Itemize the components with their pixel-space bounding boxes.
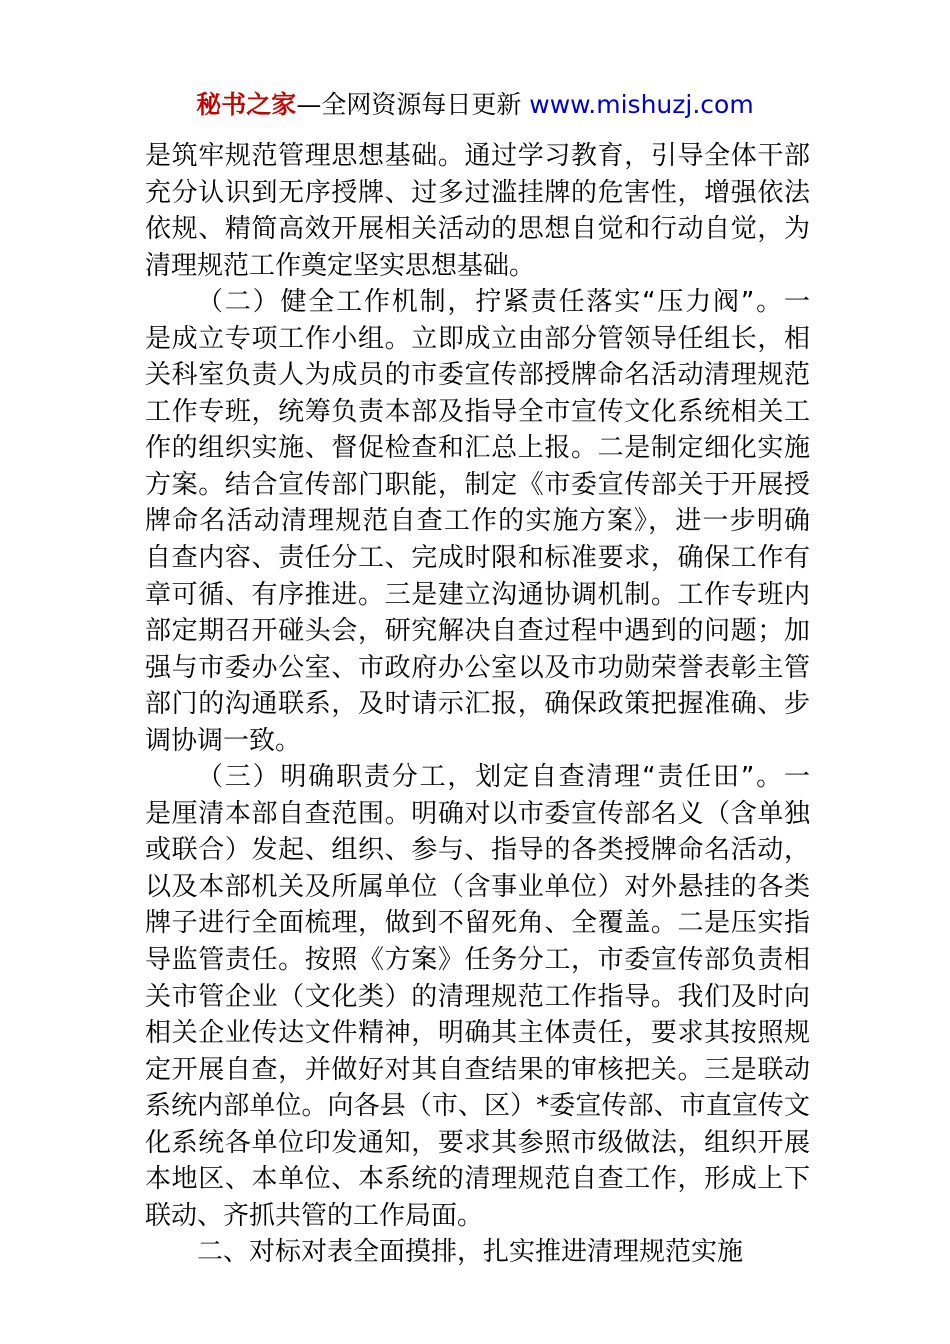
text-line: 依规、精简高效开展相关活动的思想自觉和行动自觉，为 bbox=[145, 214, 810, 245]
text-line: 调协调一致。 bbox=[145, 725, 302, 756]
text-line: 系统内部单位。向各县（市、区）*委宣传部、市直宣传文 bbox=[145, 1091, 810, 1122]
text-line: 工作专班，统筹负责本部及指导全市宣传文化系统相关工 bbox=[145, 396, 810, 427]
text-line: 或联合）发起、组织、参与、指导的各类授牌命名活动， bbox=[145, 835, 810, 866]
paragraph-start-line: （二）健全工作机制，拧紧责任落实“压力阀”。一 bbox=[197, 287, 810, 318]
text-line: 作的组织实施、督促检查和汇总上报。二是制定细化实施 bbox=[145, 433, 810, 464]
text-line: 相关企业传达文件精神，明确其主体责任，要求其按照规 bbox=[145, 1018, 810, 1049]
text-line: 化系统各单位印发通知，要求其参照市级做法，组织开展 bbox=[145, 1127, 810, 1158]
text-line: 部门的沟通联系，及时请示汇报，确保政策把握准确、步 bbox=[145, 689, 810, 720]
document-body bbox=[145, 138, 810, 1271]
text-line: 本地区、本单位、本系统的清理规范自查工作，形成上下 bbox=[145, 1164, 810, 1195]
section-heading: 二、对标对表全面摸排，扎实推进清理规范实施 bbox=[197, 1237, 744, 1268]
text-line: 方案。结合宣传部门职能，制定《市委宣传部关于开展授 bbox=[145, 469, 810, 500]
site-url-link[interactable]: www.mishuzj.com bbox=[529, 90, 754, 119]
paragraph-start-line: （三）明确职责分工，划定自查清理“责任田”。一 bbox=[197, 762, 810, 793]
header-tagline: —全网资源每日更新 bbox=[296, 90, 530, 119]
text-line: 牌命名活动清理规范自查工作的实施方案》，进一步明确 bbox=[145, 506, 810, 537]
text-line: 是厘清本部自查范围。明确对以市委宣传部名义（含单独 bbox=[145, 798, 810, 829]
text-line: 牌子进行全面梳理，做到不留死角、全覆盖。二是压实指 bbox=[145, 908, 810, 939]
text-line: 章可循、有序推进。三是建立沟通协调机制。工作专班内 bbox=[145, 579, 810, 610]
text-line: 充分认识到无序授牌、过多过滥挂牌的危害性，增强依法 bbox=[145, 177, 810, 208]
text-line: 自查内容、责任分工、完成时限和标准要求，确保工作有 bbox=[145, 543, 810, 574]
text-line: 部定期召开碰头会，研究解决自查过程中遇到的问题；加 bbox=[145, 616, 810, 647]
text-line: 定开展自查，并做好对其自查结果的审核把关。三是联动 bbox=[145, 1054, 810, 1085]
text-line: 导监管责任。按照《方案》任务分工，市委宣传部负责相 bbox=[145, 945, 810, 976]
text-line: 强与市委办公室、市政府办公室以及市功勋荣誉表彰主管 bbox=[145, 652, 810, 683]
text-line: 以及本部机关及所属单位（含事业单位）对外悬挂的各类 bbox=[145, 871, 810, 902]
site-header bbox=[0, 88, 950, 122]
text-line: 是成立专项工作小组。立即成立由部分管领导任组长，相 bbox=[145, 323, 810, 354]
text-line: 是筑牢规范管理思想基础。通过学习教育，引导全体干部 bbox=[145, 141, 810, 171]
text-line: 清理规范工作奠定坚实思想基础。 bbox=[145, 250, 536, 281]
text-line: 联动、齐抓共管的工作局面。 bbox=[145, 1200, 484, 1231]
text-line: 关市管企业（文化类）的清理规范工作指导。我们及时向 bbox=[145, 981, 810, 1012]
brand-name: 秘书之家 bbox=[196, 90, 297, 119]
text-line: 关科室负责人为成员的市委宣传部授牌命名活动清理规范 bbox=[145, 360, 810, 391]
